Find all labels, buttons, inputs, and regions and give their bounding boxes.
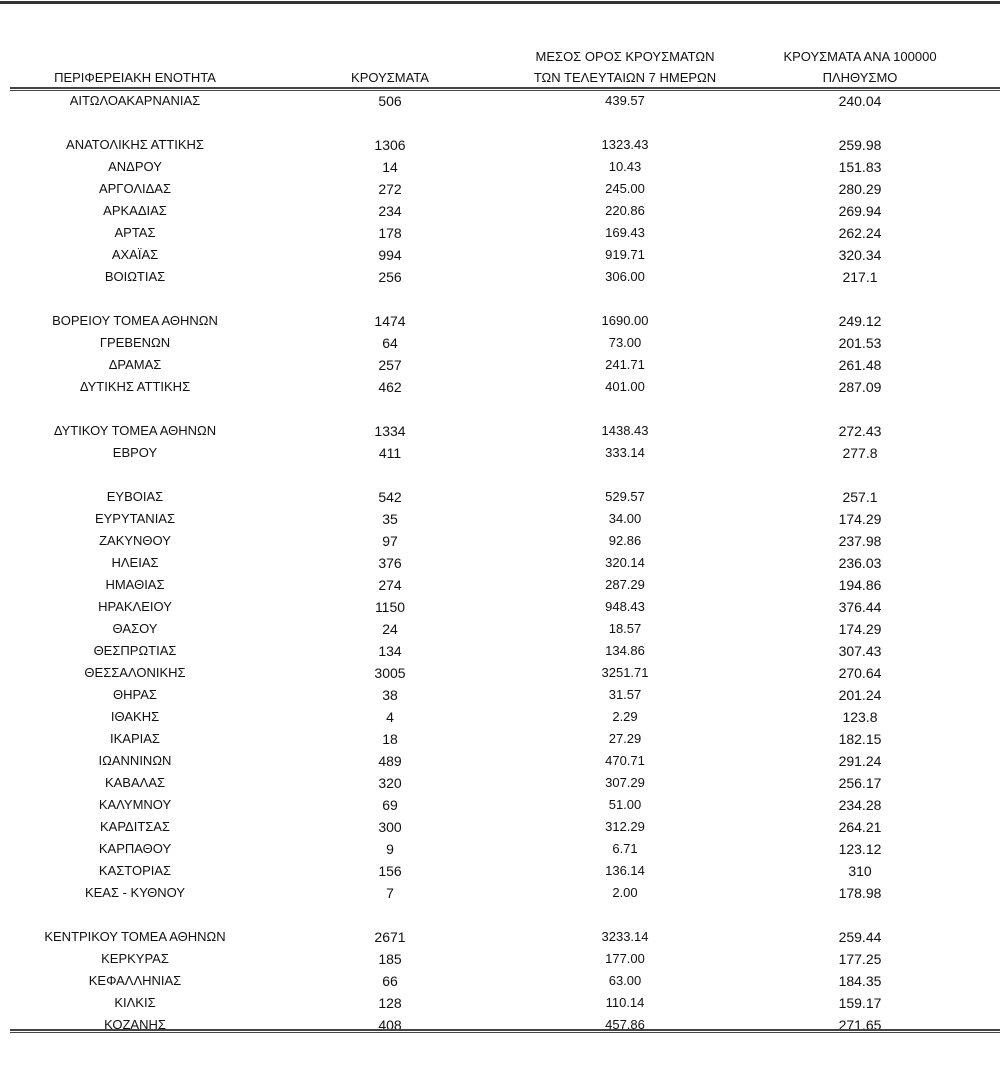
- cell-region: ΘΗΡΑΣ: [113, 687, 157, 702]
- cell-region: ΚΙΛΚΙΣ: [114, 995, 156, 1010]
- cell-cases: 69: [382, 797, 398, 813]
- cell-avg-7-days: 1323.43: [601, 137, 649, 152]
- cell-region: ΑΝΑΤΟΛΙΚΗΣ ΑΤΤΙΚΗΣ: [66, 137, 204, 152]
- table-row: [10, 640, 1000, 662]
- cell-avg-7-days: 31.57: [608, 687, 642, 702]
- table-row: [10, 552, 1000, 574]
- cell-avg-7-days: 457.86: [605, 1017, 645, 1032]
- cell-per-100k: 159.17: [838, 995, 882, 1011]
- cell-region: ΕΥΒΟΙΑΣ: [106, 489, 164, 504]
- cell-cases: 97: [382, 533, 398, 549]
- cell-per-100k: 269.94: [838, 203, 882, 219]
- cell-region: ΗΛΕΙΑΣ: [111, 555, 159, 570]
- cell-avg-7-days: 2.00: [612, 885, 638, 900]
- cell-region: ΚΑΒΑΛΑΣ: [104, 775, 166, 790]
- cell-per-100k: 178.98: [838, 885, 882, 901]
- cell-cases: 7: [386, 885, 394, 901]
- cell-avg-7-days: 18.57: [608, 621, 642, 636]
- cell-avg-7-days: 1438.43: [601, 423, 649, 438]
- table-body: [10, 90, 1000, 1036]
- cell-region: ΗΡΑΚΛΕΙΟΥ: [98, 599, 172, 614]
- cell-avg-7-days: 470.71: [605, 753, 645, 768]
- bottom-divider: [10, 1029, 1000, 1033]
- cell-per-100k: 259.44: [838, 929, 882, 945]
- table-row: [10, 530, 1000, 552]
- cell-cases: 234: [378, 203, 402, 219]
- cell-avg-7-days: 110.14: [605, 995, 645, 1010]
- cell-region: ΚΟΖΑΝΗΣ: [104, 1017, 166, 1032]
- table-row: [10, 684, 1000, 706]
- cell-per-100k: 194.86: [838, 577, 882, 593]
- cell-cases: 489: [378, 753, 402, 769]
- cell-per-100k: 201.24: [838, 687, 882, 703]
- cell-region: ΚΑΣΤΟΡΙΑΣ: [98, 863, 172, 878]
- cell-avg-7-days: 136.14: [605, 863, 645, 878]
- table-row: [10, 662, 1000, 684]
- table-row: [10, 838, 1000, 860]
- header-per100k-line1: ΚΡΟΥΣΜΑΤΑ ΑΝΑ 100000: [783, 49, 937, 64]
- cell-region: ΚΑΡΔΙΤΣΑΣ: [99, 819, 171, 834]
- cell-per-100k: 174.29: [838, 621, 882, 637]
- cell-avg-7-days: 312.29: [605, 819, 645, 834]
- cell-region: ΔΡΑΜΑΣ: [108, 357, 162, 372]
- cell-cases: 38: [382, 687, 398, 703]
- cell-per-100k: 320.34: [838, 247, 882, 263]
- table-row: [10, 90, 1000, 112]
- cell-region: ΕΥΡΥΤΑΝΙΑΣ: [94, 511, 176, 526]
- cell-region: ΓΡΕΒΕΝΩΝ: [99, 335, 171, 350]
- cell-avg-7-days: 287.29: [605, 577, 645, 592]
- cell-per-100k: 201.53: [838, 335, 882, 351]
- cell-cases: 18: [382, 731, 398, 747]
- cell-cases: 2671: [374, 929, 406, 945]
- cell-cases: 64: [382, 335, 398, 351]
- cell-per-100k: 123.8: [842, 709, 878, 725]
- cell-region: ΒΟΙΩΤΙΑΣ: [104, 269, 166, 284]
- cell-avg-7-days: 92.86: [608, 533, 642, 548]
- cell-region: ΙΩΑΝΝΙΝΩΝ: [98, 753, 172, 768]
- table-row: [10, 772, 1000, 794]
- cell-cases: 462: [378, 379, 402, 395]
- cell-region: ΚΕΝΤΡΙΚΟΥ ΤΟΜΕΑ ΑΘΗΝΩΝ: [44, 929, 226, 944]
- cell-avg-7-days: 2.29: [612, 709, 638, 724]
- cell-per-100k: 217.1: [842, 269, 878, 285]
- cell-cases: 35: [382, 511, 398, 527]
- table-row: [10, 332, 1000, 354]
- cell-region: ΗΜΑΘΙΑΣ: [105, 577, 165, 592]
- cell-per-100k: 271.65: [838, 1017, 882, 1033]
- cell-region: ΑΡΓΟΛΙΔΑΣ: [98, 181, 172, 196]
- cell-per-100k: 262.24: [838, 225, 882, 241]
- table-row: [10, 420, 1000, 442]
- cell-cases: 1150: [374, 599, 406, 615]
- cell-per-100k: 237.98: [838, 533, 882, 549]
- cell-region: ΚΑΡΠΑΘΟΥ: [98, 841, 172, 856]
- table-row: [10, 178, 1000, 200]
- cell-avg-7-days: 306.00: [605, 269, 645, 284]
- cell-per-100k: 236.03: [838, 555, 882, 571]
- cell-avg-7-days: 6.71: [612, 841, 638, 856]
- cell-per-100k: 240.04: [838, 93, 882, 109]
- cell-per-100k: 270.64: [838, 665, 882, 681]
- table-row: [10, 266, 1000, 288]
- cell-avg-7-days: 1690.00: [601, 313, 649, 328]
- table-row: [10, 310, 1000, 332]
- table-row: [10, 442, 1000, 464]
- table-row: [10, 728, 1000, 750]
- table-row: [10, 574, 1000, 596]
- table-row: [10, 354, 1000, 376]
- cell-avg-7-days: 51.00: [608, 797, 642, 812]
- cell-region: ΚΕΦΑΛΛΗΝΙΑΣ: [88, 973, 182, 988]
- cell-cases: 506: [378, 93, 402, 109]
- header-cases: ΚΡΟΥΣΜΑΤΑ: [351, 70, 429, 85]
- cell-per-100k: 277.8: [842, 445, 878, 461]
- cell-per-100k: 123.12: [838, 841, 882, 857]
- cell-cases: 411: [378, 445, 402, 461]
- cell-avg-7-days: 3251.71: [601, 665, 649, 680]
- cell-region: ΔΥΤΙΚΟΥ ΤΟΜΕΑ ΑΘΗΝΩΝ: [53, 423, 217, 438]
- cell-avg-7-days: 401.00: [605, 379, 645, 394]
- cell-per-100k: 234.28: [838, 797, 882, 813]
- table-row: [10, 948, 1000, 970]
- table-row: [10, 816, 1000, 838]
- cell-cases: 256: [378, 269, 402, 285]
- cell-cases: 994: [378, 247, 402, 263]
- table-row: [10, 706, 1000, 728]
- table-header: [10, 46, 1000, 88]
- cell-per-100k: 307.43: [838, 643, 882, 659]
- cell-avg-7-days: 241.71: [605, 357, 645, 372]
- top-border: [0, 1, 1000, 4]
- cell-avg-7-days: 307.29: [605, 775, 645, 790]
- cell-region: ΒΟΡΕΙΟΥ ΤΟΜΕΑ ΑΘΗΝΩΝ: [52, 313, 218, 328]
- cell-cases: 14: [382, 159, 398, 175]
- cell-region: ΔΥΤΙΚΗΣ ΑΤΤΙΚΗΣ: [79, 379, 191, 394]
- table-row: [10, 376, 1000, 398]
- cell-region: ΑΝΔΡΟΥ: [108, 159, 162, 174]
- cell-avg-7-days: 73.00: [608, 335, 642, 350]
- cell-avg-7-days: 177.00: [605, 951, 645, 966]
- cell-region: ΙΘΑΚΗΣ: [110, 709, 160, 724]
- cell-avg-7-days: 10.43: [608, 159, 642, 174]
- table-row: [10, 882, 1000, 904]
- cell-cases: 156: [378, 863, 402, 879]
- cell-region: ΑΡΚΑΔΙΑΣ: [103, 203, 167, 218]
- cell-per-100k: 264.21: [838, 819, 882, 835]
- table-row: [10, 486, 1000, 508]
- cell-per-100k: 261.48: [838, 357, 882, 373]
- table-row: [10, 750, 1000, 772]
- cell-per-100k: 291.24: [838, 753, 882, 769]
- cell-per-100k: 257.1: [842, 489, 878, 505]
- cell-avg-7-days: 245.00: [605, 181, 645, 196]
- cell-per-100k: 272.43: [838, 423, 882, 439]
- cell-region: ΘΑΣΟΥ: [112, 621, 158, 636]
- cell-cases: 24: [382, 621, 398, 637]
- table-row: [10, 618, 1000, 640]
- cell-per-100k: 182.15: [838, 731, 882, 747]
- cell-per-100k: 249.12: [838, 313, 882, 329]
- cell-cases: 274: [378, 577, 402, 593]
- cell-avg-7-days: 220.86: [605, 203, 645, 218]
- cell-region: ΚΕΡΚΥΡΑΣ: [101, 951, 169, 966]
- table-row: [10, 244, 1000, 266]
- cell-per-100k: 310: [848, 863, 872, 879]
- cell-cases: 257: [378, 357, 402, 373]
- cell-cases: 185: [378, 951, 402, 967]
- table-row: [10, 200, 1000, 222]
- table-row: [10, 992, 1000, 1014]
- cell-avg-7-days: 439.57: [605, 93, 645, 108]
- cell-region: ΑΡΤΑΣ: [114, 225, 156, 240]
- table-row: [10, 134, 1000, 156]
- cell-region: ΖΑΚΥΝΘΟΥ: [99, 533, 171, 548]
- cell-region: ΕΒΡΟΥ: [112, 445, 158, 460]
- cell-cases: 542: [378, 489, 402, 505]
- table-row: [10, 926, 1000, 948]
- cell-avg-7-days: 320.14: [605, 555, 645, 570]
- header-avg-line1: ΜΕΣΟΣ ΟΡΟΣ ΚΡΟΥΣΜΑΤΩΝ: [535, 49, 715, 64]
- cell-avg-7-days: 3233.14: [601, 929, 649, 944]
- cell-cases: 66: [382, 973, 398, 989]
- table-row: [10, 222, 1000, 244]
- cell-avg-7-days: 63.00: [608, 973, 642, 988]
- cell-cases: 1306: [374, 137, 406, 153]
- cell-cases: 4: [386, 709, 394, 725]
- cell-cases: 408: [378, 1017, 402, 1033]
- cell-cases: 3005: [374, 665, 406, 681]
- cell-region: ΑΙΤΩΛΟΑΚΑΡΝΑΝΙΑΣ: [69, 93, 201, 108]
- cell-per-100k: 259.98: [838, 137, 882, 153]
- cell-cases: 300: [378, 819, 402, 835]
- cell-region: ΚΑΛΥΜΝΟΥ: [98, 797, 172, 812]
- table-row: [10, 156, 1000, 178]
- cell-avg-7-days: 27.29: [608, 731, 642, 746]
- cell-cases: 1334: [374, 423, 406, 439]
- cell-avg-7-days: 34.00: [608, 511, 642, 526]
- cell-region: ΘΕΣΠΡΩΤΙΑΣ: [93, 643, 177, 658]
- table-row: [10, 970, 1000, 992]
- cell-per-100k: 287.09: [838, 379, 882, 395]
- cell-per-100k: 177.25: [838, 951, 882, 967]
- header-per100k-line2: ΠΛΗΘΥΣΜΟ: [822, 70, 898, 85]
- cell-region: ΚΕΑΣ - ΚΥΘΝΟΥ: [84, 885, 186, 900]
- cell-region: ΑΧΑΪΑΣ: [111, 247, 159, 262]
- cell-avg-7-days: 948.43: [605, 599, 645, 614]
- cell-cases: 1474: [374, 313, 406, 329]
- cell-avg-7-days: 919.71: [605, 247, 645, 262]
- cell-cases: 9: [386, 841, 394, 857]
- cell-avg-7-days: 529.57: [605, 489, 645, 504]
- header-avg-line2: ΤΩΝ ΤΕΛΕΥΤΑΙΩΝ 7 ΗΜΕΡΩΝ: [533, 70, 717, 85]
- cell-per-100k: 184.35: [838, 973, 882, 989]
- cell-per-100k: 151.83: [838, 159, 882, 175]
- cell-cases: 376: [378, 555, 402, 571]
- cell-per-100k: 280.29: [838, 181, 882, 197]
- cell-cases: 320: [378, 775, 402, 791]
- table-row: [10, 596, 1000, 618]
- cell-avg-7-days: 134.86: [605, 643, 645, 658]
- cell-per-100k: 174.29: [838, 511, 882, 527]
- cell-cases: 178: [378, 225, 402, 241]
- cell-cases: 272: [378, 181, 402, 197]
- cell-avg-7-days: 333.14: [605, 445, 645, 460]
- cell-per-100k: 256.17: [838, 775, 882, 791]
- table-row: [10, 860, 1000, 882]
- cell-avg-7-days: 169.43: [605, 225, 645, 240]
- header-region: ΠΕΡΙΦΕΡΕΙΑΚΗ ΕΝΟΤΗΤΑ: [54, 70, 216, 85]
- cell-region: ΙΚΑΡΙΑΣ: [110, 731, 160, 746]
- cell-cases: 128: [378, 995, 402, 1011]
- table-row: [10, 794, 1000, 816]
- cell-per-100k: 376.44: [838, 599, 882, 615]
- cell-cases: 134: [378, 643, 402, 659]
- table-row: [10, 508, 1000, 530]
- cell-region: ΘΕΣΣΑΛΟΝΙΚΗΣ: [84, 665, 186, 680]
